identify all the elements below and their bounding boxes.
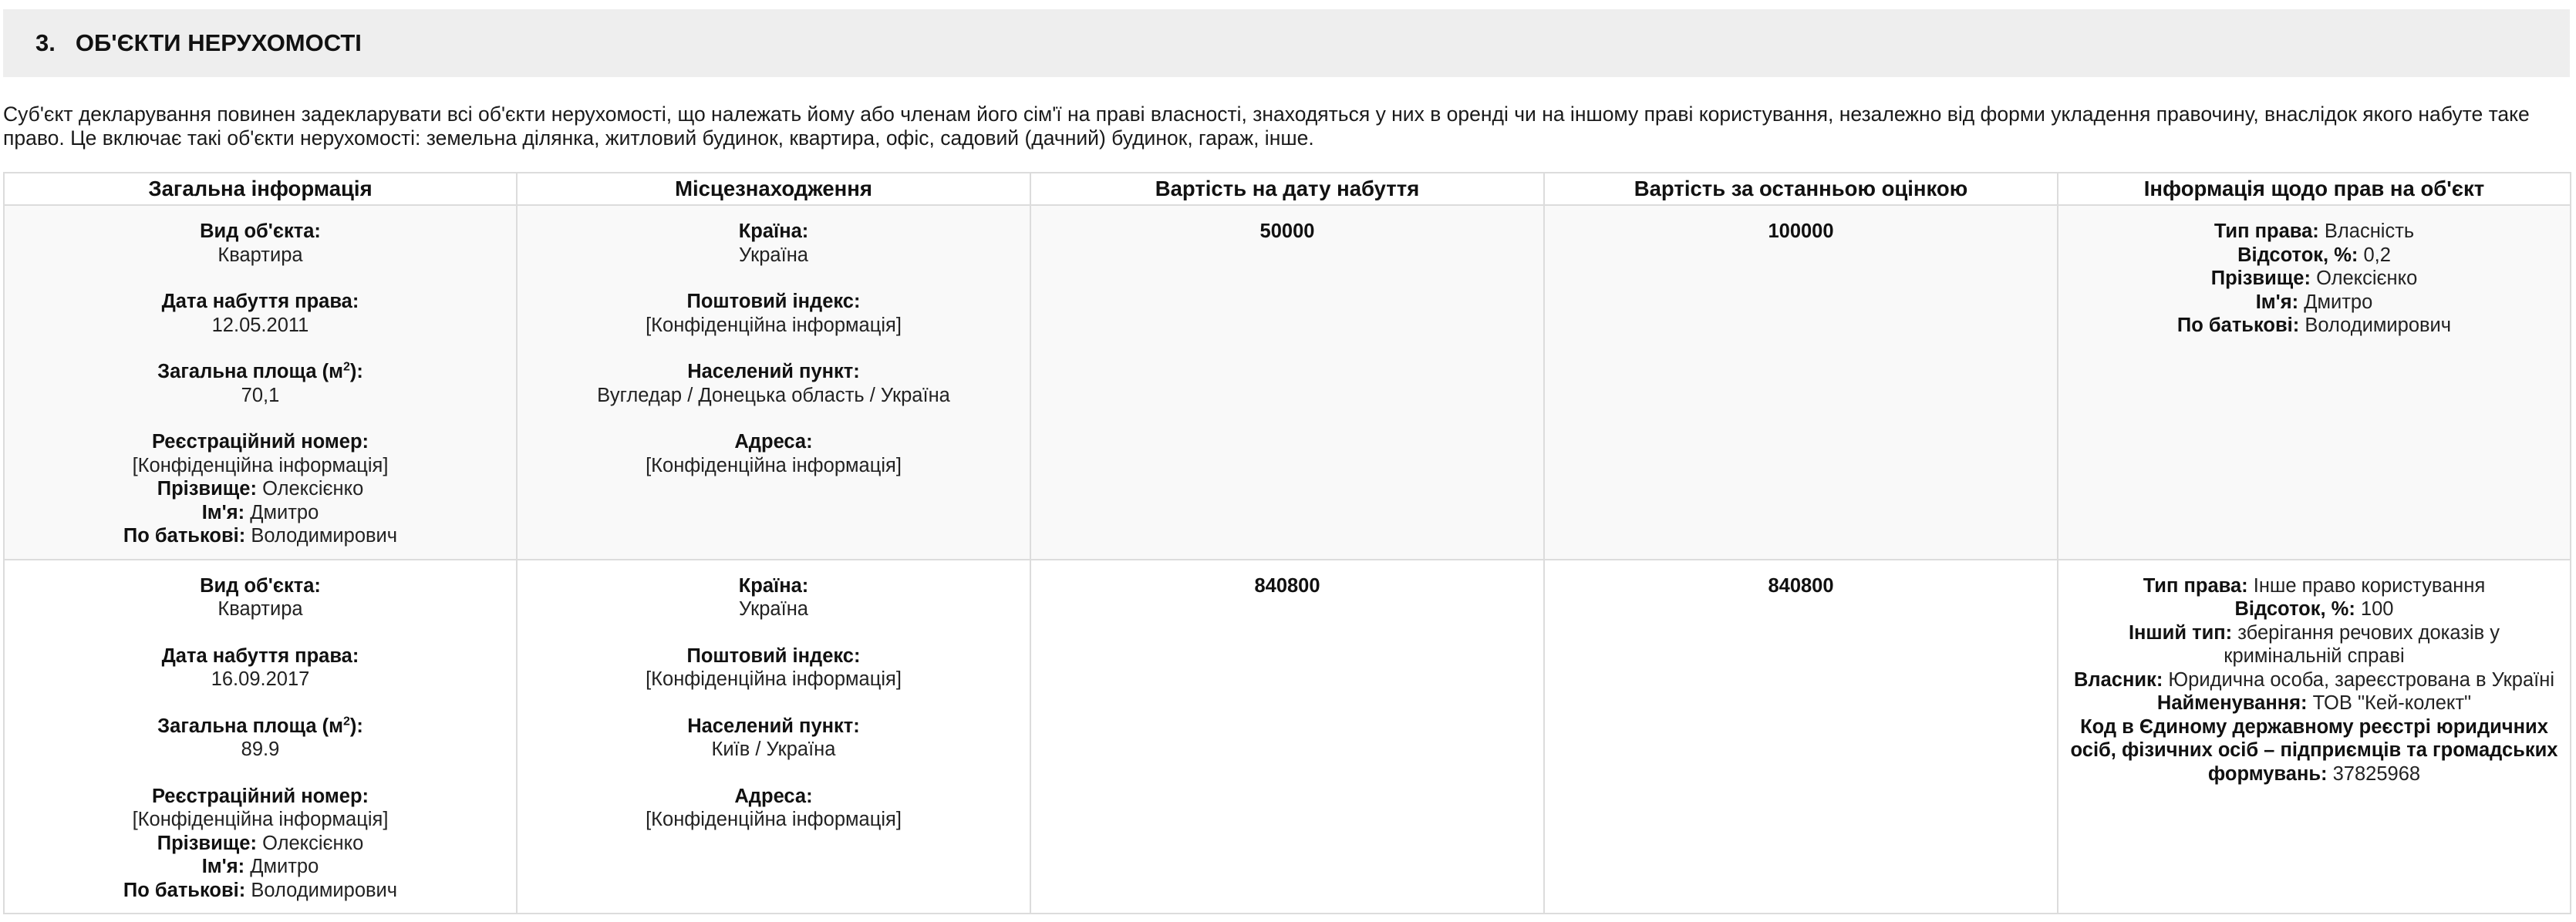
settlement-label: Населений пункт: xyxy=(687,715,860,737)
country-value: Україна xyxy=(739,598,808,620)
other-type-line: Інший тип: зберігання речових доказів у кримінальній справі xyxy=(2128,621,2500,667)
rights-cell xyxy=(2058,205,2571,560)
header-cost-last-valuation: Вартість за останньою оцінкою xyxy=(1544,173,2058,205)
cost-acquisition-value: 840800 xyxy=(1254,574,1320,597)
postal-label: Поштовий індекс: xyxy=(686,291,861,312)
cost-last-valuation-value: 840800 xyxy=(1768,574,1834,597)
country-label: Країна: xyxy=(738,220,809,242)
acq-date-value: 12.05.2011 xyxy=(211,314,309,336)
location-cell xyxy=(517,205,1030,560)
cost-last-valuation-cell xyxy=(1544,560,2058,914)
area-label: Загальна площа $(м^2)$: xyxy=(157,360,363,382)
header-rights: Інформація щодо прав на об'єкт xyxy=(2058,173,2571,205)
address-value: [Конфіденційна інформація] xyxy=(646,809,902,830)
header-general: Загальна інформація xyxy=(4,173,517,205)
general-info-cell xyxy=(4,205,517,560)
name-line: Ім'я: Дмитро xyxy=(201,856,319,877)
rights-cell xyxy=(2058,560,2571,914)
patronymic-line: По батькові: Володимирович xyxy=(123,879,398,901)
postal-value: [Конфіденційна інформація] xyxy=(646,314,902,336)
reg-number-value: [Конфіденційна інформація] xyxy=(132,809,389,830)
section-header xyxy=(3,9,2570,77)
entity-name-line: Найменування: ТОВ "Кей-колект" xyxy=(2156,692,2472,714)
settlement-value: Київ / Україна xyxy=(711,739,836,760)
reg-number-label: Реєстраційний номер: xyxy=(151,785,369,807)
table-row xyxy=(4,205,2571,560)
acq-date-label: Дата набуття права: xyxy=(161,644,359,667)
object-type-label: Вид об'єкта: xyxy=(200,220,321,242)
reg-number-value: [Конфіденційна інформація] xyxy=(132,454,389,476)
object-type-value: Квартира xyxy=(217,244,303,266)
area-value: 70,1 xyxy=(241,384,280,406)
section-number: 3. xyxy=(35,29,56,56)
rights-patronymic-line: По батькові: Володимирович xyxy=(2176,315,2452,336)
address-value: [Конфіденційна інформація] xyxy=(646,454,902,476)
general-info-cell xyxy=(4,560,517,914)
surname-line: Прізвище: Олексієнко xyxy=(157,478,364,500)
header-location: Місцезнаходження xyxy=(517,173,1030,205)
header-cost-acquisition: Вартість на дату набуття xyxy=(1030,173,1544,205)
settlement-value: Вугледар / Донецька область / Україна xyxy=(597,384,950,406)
address-label: Адреса: xyxy=(734,785,813,807)
cost-acquisition-value: 50000 xyxy=(1259,220,1315,242)
country-label: Країна: xyxy=(738,574,809,597)
object-type-value: Квартира xyxy=(217,598,303,620)
name-line: Ім'я: Дмитро xyxy=(201,501,319,523)
location-cell xyxy=(517,560,1030,914)
object-type-label: Вид об'єкта: xyxy=(200,574,321,597)
section-title: ОБ'ЄКТИ НЕРУХОМОСТІ xyxy=(75,29,362,56)
table-row xyxy=(4,560,2571,914)
patronymic-line: По батькові: Володимирович xyxy=(123,525,398,547)
address-label: Адреса: xyxy=(734,431,813,453)
percent-line: Відсоток, %: 100 xyxy=(2234,598,2394,620)
right-type-line: Тип права: Інше право користування xyxy=(2143,574,2486,597)
owner-line: Власник: Юридична особа, зареєстрована в Україні xyxy=(2074,668,2554,691)
acq-date-label: Дата набуття права: xyxy=(161,291,359,312)
settlement-label: Населений пункт: xyxy=(687,361,860,382)
right-type-line: Тип права: Власність xyxy=(2214,220,2415,242)
percent-line: Відсоток, %: 0,2 xyxy=(2237,244,2391,266)
edr-code-line: Код в Єдиному державному реєстрі юридичних осіб, фізичних осіб – підприємців та громадських формувань: 37825968 xyxy=(2070,715,2558,785)
cost-acquisition-cell xyxy=(1030,560,1544,914)
cost-last-valuation-cell xyxy=(1544,205,2058,560)
postal-value: [Конфіденційна інформація] xyxy=(646,668,902,690)
acq-date-value: 16.09.2017 xyxy=(211,668,310,690)
surname-line: Прізвище: Олексієнко xyxy=(157,832,364,854)
reg-number-label: Реєстраційний номер: xyxy=(151,431,369,453)
cost-acquisition-cell xyxy=(1030,205,1544,560)
section-intro: Суб'єкт декларування повинен задекларувати всі об'єкти нерухомості, що належать йому або членам його сім'ї на праві власності, знаходяться у них в оренді чи на іншому праві користування, незалежно від форми укладення правочину, внаслідок якого набуте таке право. Це включає такі об'єкти нерухомості: земельна ділянка, житловий будинок, квартира, офіс, садовий (дачний) будинок, гараж, інше. xyxy=(3,103,2530,150)
cost-last-valuation-value: 100000 xyxy=(1768,220,1834,242)
real-estate-table xyxy=(3,172,2571,914)
table-header-row xyxy=(4,173,2571,205)
rights-surname-line: Прізвище: Олексієнко xyxy=(2210,268,2418,289)
country-value: Україна xyxy=(739,244,808,266)
postal-label: Поштовий індекс: xyxy=(686,644,861,667)
rights-name-line: Ім'я: Дмитро xyxy=(2255,291,2373,313)
area-value: 89.9 xyxy=(241,739,280,760)
area-label: Загальна площа $(м^2)$: xyxy=(157,715,363,737)
